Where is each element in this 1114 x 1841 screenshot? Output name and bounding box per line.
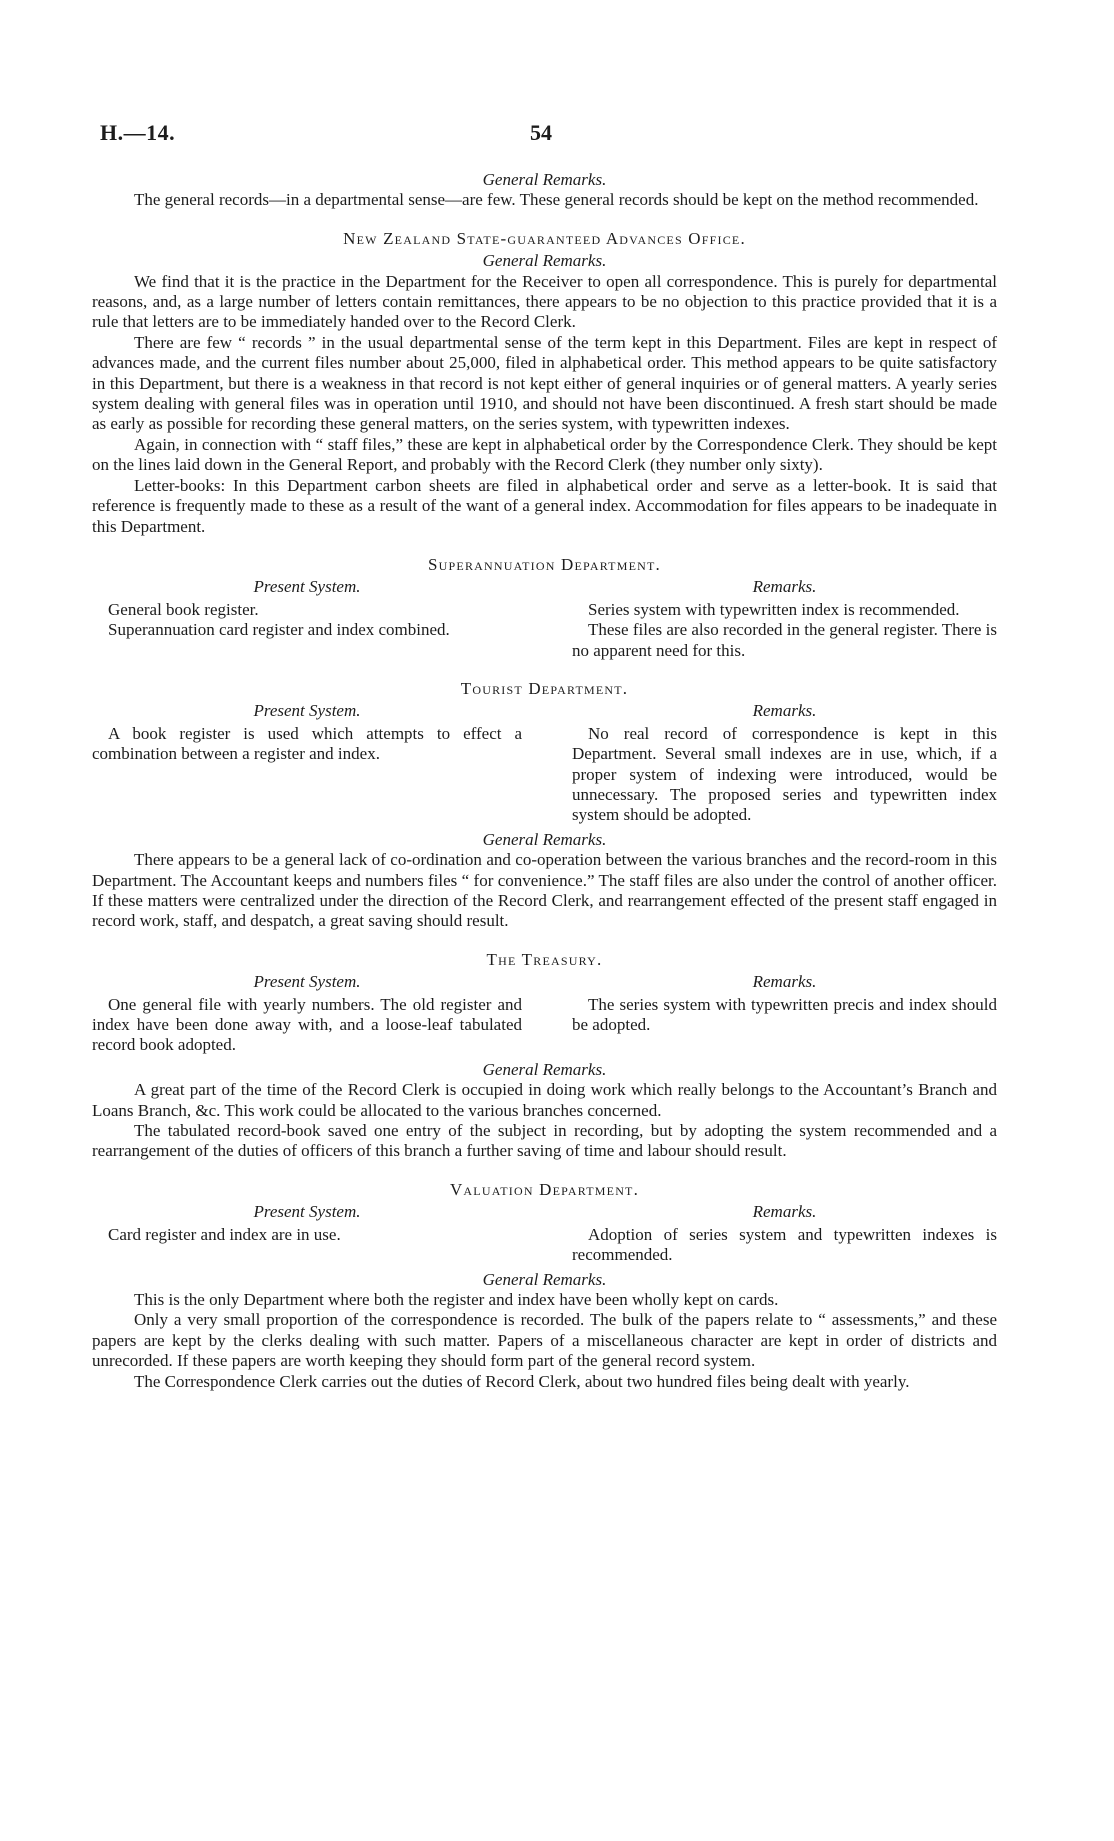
tourist-present-system bbox=[92, 701, 522, 825]
intro-paragraph: The general records—in a departmental sense—are few. These general records should be kept on the method recommended. bbox=[134, 190, 979, 210]
page-content bbox=[92, 170, 997, 1392]
present-system-item: One general file with yearly numbers. The old register and index have been done away with, and a loose-leaf tabulated record book adopted. bbox=[92, 994, 522, 1055]
state-advances-paragraph: We find that it is the practice in the Department for the Receiver to open all correspondence. This is purely for departmental reasons, and, as a large number of letters contain remittances, there appears to be no objection to this practice provided that it is a rule that letters are to be immediately handed over to the Record Clerk. bbox=[92, 271, 997, 332]
remarks-item: No real record of correspondence is kept in this Department. Several small indexes are in use, which, if a proper system of indexing were introduced, would be unnecessary. The proposed series and typewritten index system should be adopted. bbox=[572, 723, 997, 825]
page-number: 54 bbox=[530, 120, 552, 145]
present-system-item: Superannuation card register and index combined. bbox=[108, 620, 450, 640]
section-title-treasury: The Treasury. bbox=[486, 949, 603, 969]
remarks-item: Series system with typewritten index is recommended. bbox=[588, 599, 960, 619]
treasury-general-paragraph: A great part of the time of the Record Clerk is occupied in doing work which really belongs to the Accountant’s Branch and Loans Branch, &c. This work could be allocated to the various branches concerned. bbox=[92, 1080, 997, 1120]
treasury-columns bbox=[92, 972, 997, 1056]
superannuation-present-system bbox=[92, 577, 522, 661]
valuation-general-heading: General Remarks. bbox=[482, 1269, 607, 1289]
present-system-heading: Present System. bbox=[253, 972, 361, 992]
remarks-item: These files are also recorded in the general register. There is no apparent need for this. bbox=[572, 620, 997, 660]
present-system-heading: Present System. bbox=[253, 577, 361, 597]
valuation-columns bbox=[92, 1202, 997, 1265]
page-header bbox=[92, 120, 1022, 150]
section-title-state-advances: New Zealand State-guaranteed Advances Office. bbox=[343, 228, 746, 248]
tourist-general-paragraph: There appears to be a general lack of co-ordination and co-operation between the various branches and the record-room in this Department. The Accountant keeps and numbers files “ for convenience.” The staff files are also under the control of another officer. If these matters were centralized under the direction of the Record Clerk, and rearrangement effected of the present staff engaged in record work, staff, and despatch, a great saving should result. bbox=[92, 850, 997, 931]
section-title-valuation: Valuation Department. bbox=[449, 1179, 640, 1199]
present-system-heading: Present System. bbox=[253, 701, 361, 721]
state-advances-heading: General Remarks. bbox=[482, 251, 607, 271]
valuation-general-paragraph: This is the only Department where both the register and index have been wholly kept on cards. bbox=[134, 1289, 779, 1309]
treasury-general-heading: General Remarks. bbox=[482, 1059, 607, 1079]
remarks-heading: Remarks. bbox=[752, 701, 817, 721]
present-system-item: Card register and index are in use. bbox=[108, 1224, 341, 1244]
tourist-general-heading: General Remarks. bbox=[482, 829, 607, 849]
state-advances-paragraph: There are few “ records ” in the usual departmental sense of the term kept in this Department. Files are kept in respect of advances made, and the current files number about 25,000, filed in alphabetical order. This method appears to be quite satisfactory in this Department, but there is a weakness in that record is not kept either of general inquiries or of general matters. A yearly series system dealing with general files was in operation until 1910, and should not have been discontinued. A fresh start should be made as early as possible for recording these general matters, on the series system, with typewritten indexes. bbox=[92, 332, 997, 434]
present-system-item: General book register. bbox=[108, 599, 259, 619]
state-advances-paragraph: Again, in connection with “ staff files,” these are kept in alphabetical order by the Correspondence Clerk. They should be kept on the lines laid down in the General Report, and probably with the Record Clerk (they number only sixty). bbox=[92, 434, 997, 475]
treasury-remarks bbox=[572, 972, 997, 1056]
valuation-general-paragraph: Only a very small proportion of the correspondence is recorded. The bulk of the papers relate to “ assessments,” and these papers are kept by the clerks dealing with such matter. Papers of a miscellaneous character are kept in order of districts and unrecorded. If these papers are worth keeping they should form part of the general record system. bbox=[92, 1310, 997, 1371]
present-system-heading: Present System. bbox=[253, 1202, 361, 1222]
tourist-remarks bbox=[572, 701, 997, 825]
superannuation-columns bbox=[92, 577, 997, 661]
intro-heading: General Remarks. bbox=[482, 170, 607, 189]
section-title-tourist: Tourist Department. bbox=[460, 678, 629, 698]
section-title-superannuation: Superannuation Department. bbox=[428, 554, 661, 574]
treasury-general-paragraph: The tabulated record-book saved one entry of the subject in recording, but by adopting the system recommended and a rearrangement of the duties of officers of this branch a further saving of time and labour should result. bbox=[92, 1121, 997, 1161]
remarks-heading: Remarks. bbox=[752, 577, 817, 597]
remarks-heading: Remarks. bbox=[752, 972, 817, 992]
remarks-item: Adoption of series system and typewritten indexes is recommended. bbox=[572, 1224, 997, 1265]
valuation-general-paragraph: The Correspondence Clerk carries out the duties of Record Clerk, about two hundred files being dealt with yearly. bbox=[134, 1371, 910, 1391]
state-advances-paragraph: Letter-books: In this Department carbon sheets are filed in alphabetical order and serve as a letter-book. It is said that reference is frequently made to these as a result of the want of a general index. Accommodation for files appears to be inadequate in this Department. bbox=[92, 475, 997, 536]
present-system-item: A book register is used which attempts to effect a combination between a register and index. bbox=[92, 723, 522, 764]
valuation-remarks bbox=[572, 1202, 997, 1265]
tourist-columns bbox=[92, 701, 997, 825]
treasury-present-system bbox=[92, 972, 522, 1056]
remarks-heading: Remarks. bbox=[752, 1202, 817, 1222]
document-reference: H.—14. bbox=[100, 120, 176, 145]
superannuation-remarks bbox=[572, 577, 997, 661]
valuation-present-system bbox=[92, 1202, 522, 1265]
remarks-item: The series system with typewritten precis and index should be adopted. bbox=[572, 994, 997, 1035]
